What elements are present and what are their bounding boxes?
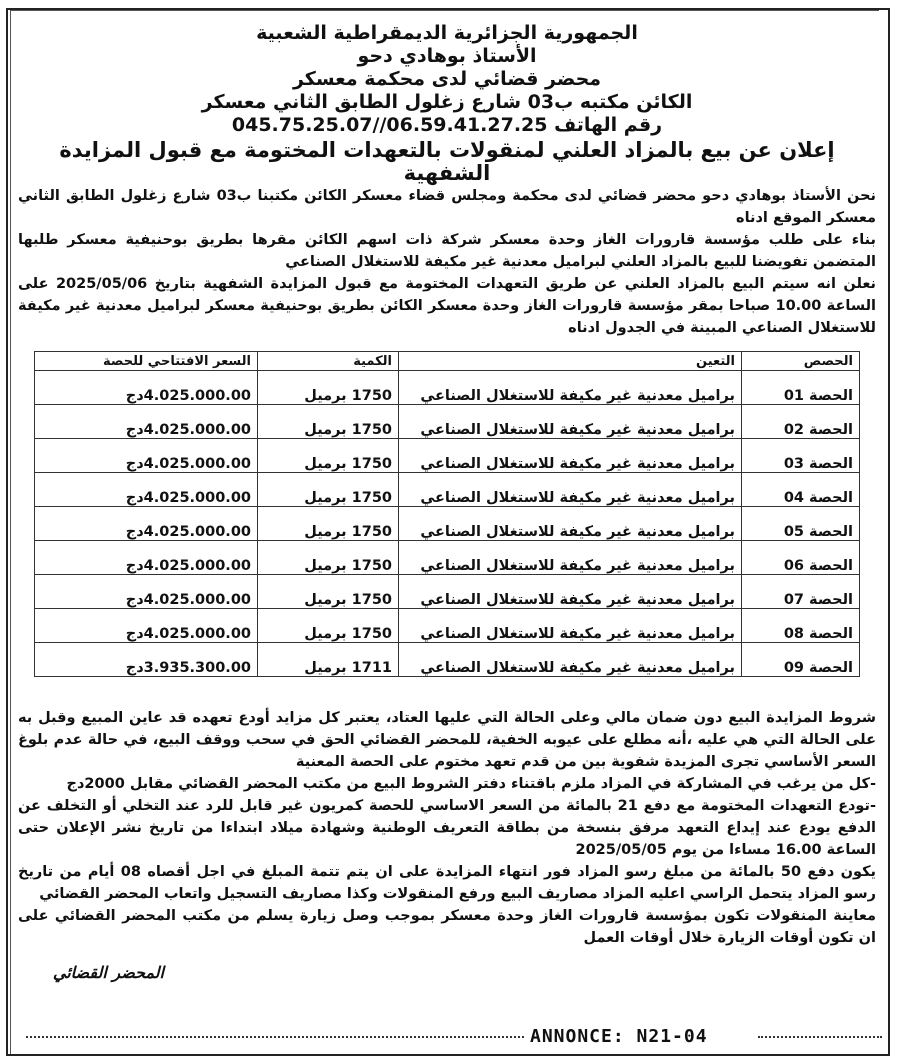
- cell-lot: الحصة 05: [742, 507, 860, 541]
- cell-quantity: 1750 برميل: [258, 439, 399, 473]
- cell-quantity: 1750 برميل: [258, 473, 399, 507]
- cell-price: 4.025.000.00دج: [35, 609, 258, 643]
- header-block: [14, 22, 880, 185]
- cell-description: براميل معدنية غير مكيفة للاستغلال الصناعي: [399, 609, 742, 643]
- footer-dotted-rule-right: [758, 1036, 882, 1038]
- cell-price: 4.025.000.00دج: [35, 473, 258, 507]
- announcement-title: إعلان عن بيع بالمزاد العلني لمنقولات بالتعهدات المختومة مع قبول المزايدة الشفهية: [59, 138, 835, 185]
- phone-label: رقم الهاتف: [554, 114, 663, 136]
- cell-quantity: 1750 برميل: [258, 541, 399, 575]
- office-address: الكائن مكتبه ب03 شارع زغلول الطابق الثاني معسكر: [201, 91, 693, 113]
- condition-3: -تودع التعهدات المختومة مع دفع 21 بالمائة من السعر الاساسي للحصة كمريون غير قابل للرد عند التخلي أو التخلف عن الدفع يودع عند إيداع التعهد مرفق بنسخة من بطاقة التعريف الوطنية وشهادة ميلاد ابتداءا من تاريخ نشر الإعلان حتى الساعة 16.00 مساءا من يوم 2025/05/05: [18, 798, 876, 858]
- annonce-number: ANNONCE: N21-04: [530, 1026, 708, 1047]
- cell-lot: الحصة 07: [742, 575, 860, 609]
- officer-name: الأستاذ بوهادي دحو: [357, 45, 537, 67]
- cell-quantity: 1750 برميل: [258, 609, 399, 643]
- cell-lot: الحصة 03: [742, 439, 860, 473]
- cell-description: براميل معدنية غير مكيفة للاستغلال الصناعي: [399, 371, 742, 405]
- table-row: [35, 643, 860, 677]
- lots-table: [34, 351, 860, 677]
- cell-price: 4.025.000.00دج: [35, 439, 258, 473]
- table-row: [35, 473, 860, 507]
- condition-2: -كل من يرغب في المشاركة في المزاد ملزم باقتناء دفتر الشروط البيع من مكتب المحضر القضائي مقابل 2000دج: [66, 776, 876, 792]
- signature: المحضر القضائي: [52, 963, 164, 982]
- cell-lot: الحصة 09: [742, 643, 860, 677]
- cell-lot: الحصة 08: [742, 609, 860, 643]
- cell-price: 4.025.000.00دج: [35, 541, 258, 575]
- condition-5: معاينة المنقولات تكون بمؤسسة قارورات الغاز وحدة معسكر بموجب وصل زيارة يسلم من مكتب المحضر القضائي على ان تكون أوقات الزيارة خلال أوقات العمل: [18, 908, 876, 946]
- cell-price: 4.025.000.00دج: [35, 405, 258, 439]
- cell-price: 4.025.000.00دج: [35, 575, 258, 609]
- table-row: [35, 575, 860, 609]
- cell-description: براميل معدنية غير مكيفة للاستغلال الصناعي: [399, 405, 742, 439]
- cell-quantity: 1711 برميل: [258, 643, 399, 677]
- cell-quantity: 1750 برميل: [258, 405, 399, 439]
- table-row: [35, 405, 860, 439]
- cell-description: براميل معدنية غير مكيفة للاستغلال الصناعي: [399, 575, 742, 609]
- cell-description: براميل معدنية غير مكيفة للاستغلال الصناعي: [399, 541, 742, 575]
- cell-description: براميل معدنية غير مكيفة للاستغلال الصناعي: [399, 473, 742, 507]
- table-row: [35, 371, 860, 405]
- cell-lot: الحصة 01: [742, 371, 860, 405]
- cell-price: 4.025.000.00دج: [35, 371, 258, 405]
- cell-lot: الحصة 02: [742, 405, 860, 439]
- cell-description: براميل معدنية غير مكيفة للاستغلال الصناعي: [399, 507, 742, 541]
- header-opening-price: السعر الافتتاحي للحصة: [35, 352, 258, 371]
- table-row: [35, 439, 860, 473]
- header-lot: الحصص: [742, 352, 860, 371]
- cell-price: 3.935.300.00دج: [35, 643, 258, 677]
- table-row: [35, 507, 860, 541]
- phone-numbers: 045.75.25.07//06.59.41.27.25: [231, 114, 548, 136]
- header-quantity: الكمية: [258, 352, 399, 371]
- cell-quantity: 1750 برميل: [258, 575, 399, 609]
- footer-dotted-rule-left: [26, 1036, 524, 1038]
- cell-description: براميل معدنية غير مكيفة للاستغلال الصناعي: [399, 643, 742, 677]
- cell-description: براميل معدنية غير مكيفة للاستغلال الصناعي: [399, 439, 742, 473]
- cell-lot: الحصة 06: [742, 541, 860, 575]
- intro-paragraph-3: نعلن انه سيتم البيع بالمزاد العلني عن طريق التعهدات المختومة مع قبول المزايدة الشفهية بتاريخ 2025/05/06 على الساعة 10.00 صباحا بمقر مؤسسة قارورات الغاز وحدة معسكر الكائن بطريق بوحنيفية معسكر لبراميل معدنية غير مكيفة للاستغلال الصناعي المبينة في الجدول ادناه: [18, 276, 876, 336]
- condition-4: يكون دفع 50 بالمائة من مبلغ رسو المزاد فور انتهاء المزايدة على ان يتم تتمة المبلغ في اجل أقصاه 08 أيام من تاريخ رسو المزاد يتحمل الراسي اعليه المزاد مصاريف البيع ورفع المنقولات وكذا مصاريف التسجيل واتعاب المحضر القضائي: [18, 864, 876, 902]
- condition-1: شروط المزايدة البيع دون ضمان مالي وعلى الحالة التي عليها العتاد، يعتبر كل مزايد أودع تعهده قد عاين المبيع وقبل به على الحالة التي هي عليه ،أنه مطلع على عيوبه الخفية، للمحضر القضائي الحق في سحب ووقف البيع، في حالة عدم بلوغ السعر الأساسي تجرى المزيدة شفوية بين من قدم تعهد مختوم على الحصة المعنية: [18, 710, 876, 770]
- announcement-document: [14, 22, 880, 982]
- cell-quantity: 1750 برميل: [258, 371, 399, 405]
- intro-paragraph-2: بناء على طلب مؤسسة قارورات الغاز وحدة معسكر شركة ذات اسهم الكائن مقرها بطريق بوحنيفية معسكر طلبها المتضمن تفويضنا للبيع بالمزاد العلني لبراميل معدنية غير مكيفة للاستغلال الصناعي: [18, 232, 876, 270]
- cell-price: 4.025.000.00دج: [35, 507, 258, 541]
- table-row: [35, 609, 860, 643]
- cell-quantity: 1750 برميل: [258, 507, 399, 541]
- intro-paragraph-1: نحن الأستاذ بوهادي دحو محضر قضائي لدى محكمة ومجلس قضاء معسكر الكائن مكتبنا ب03 شارع زغلول الطابق الثاني معسكر الموقع ادناه: [18, 188, 876, 226]
- cell-lot: الحصة 04: [742, 473, 860, 507]
- header-description: التعين: [399, 352, 742, 371]
- table-header-row: [35, 352, 860, 371]
- table-row: [35, 541, 860, 575]
- republic-name: الجمهورية الجزائرية الديمقراطية الشعبية: [256, 22, 638, 44]
- office-title: محضر قضائي لدى محكمة معسكر: [292, 68, 602, 90]
- phone-line: [14, 114, 880, 137]
